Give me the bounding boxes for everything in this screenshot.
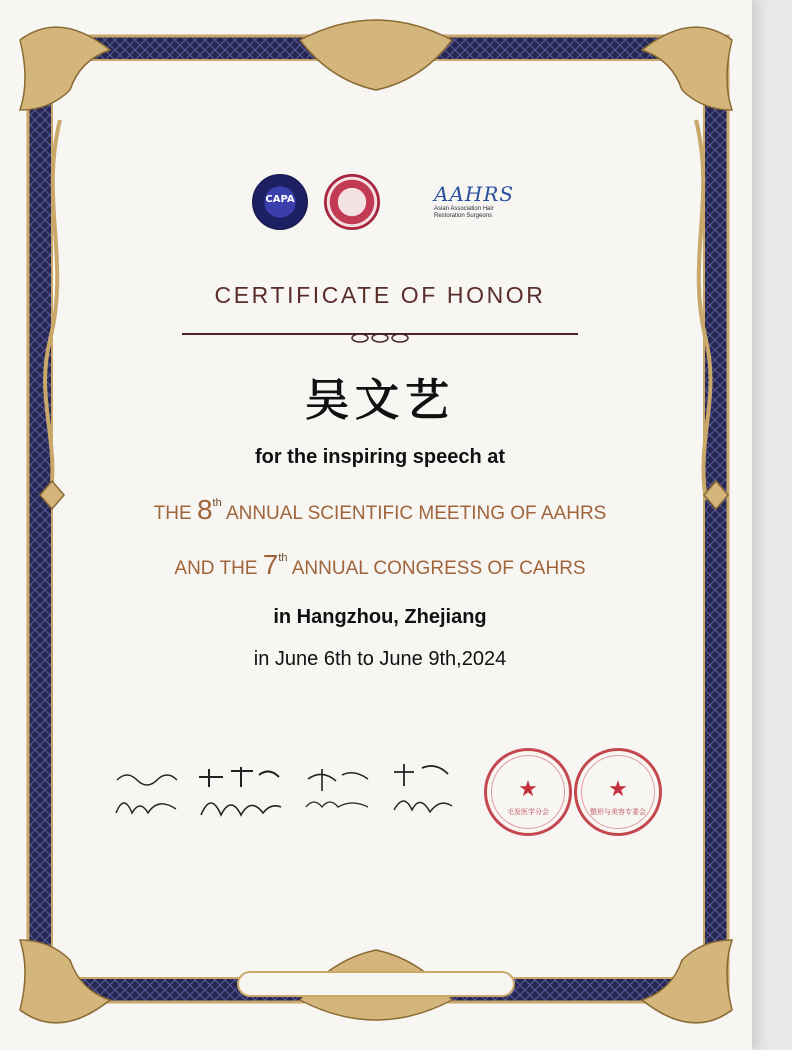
signature-4: [388, 760, 458, 832]
seal-2-label: 整形与美容专委会: [590, 808, 646, 816]
seal-2-star-icon: ★: [608, 777, 628, 802]
dates-text: in June 6th to June 9th,2024: [253, 648, 507, 670]
event-line-2-prefix: AND THE: [174, 558, 258, 579]
event-line-2: [120, 549, 640, 581]
signature-3: [302, 765, 377, 825]
capa-logo-text: CAPA: [265, 194, 295, 205]
event-line-1-suffix: ANNUAL SCIENTIFIC MEETING OF AAHRS: [225, 503, 607, 524]
event-line-2-suffix: ANNUAL CONGRESS OF CAHRS: [291, 558, 586, 579]
title-divider: [182, 333, 578, 335]
cahrs-logo: [324, 174, 380, 230]
signature-2: [195, 765, 285, 830]
seal-1: [484, 748, 572, 836]
seal-1-star-icon: ★: [518, 777, 538, 802]
event-line-2-number: 7: [262, 549, 279, 580]
signature-1: [112, 765, 182, 825]
event-line-1: [120, 494, 640, 526]
aahrs-subtitle: Asian Association Hair Restoration Surgeons: [434, 206, 494, 219]
recipient-name: 吴文艺: [305, 375, 455, 426]
seal-1-label: 毛发医学分会: [507, 808, 549, 816]
event-line-1-prefix: THE: [153, 503, 192, 524]
seal-2: [574, 748, 662, 836]
location-text: in Hangzhou, Zhejiang: [273, 606, 487, 628]
event-line-2-ordinal: th: [278, 551, 288, 564]
aahrs-wordmark: AAHRS: [434, 182, 515, 206]
sponsor-logos: [250, 168, 520, 230]
event-line-1-ordinal: th: [212, 496, 222, 509]
event-line-1-number: 8: [196, 494, 213, 525]
capa-logo: [252, 174, 308, 230]
certificate-title: CERTIFICATE OF HONOR: [214, 282, 546, 308]
citation-text: for the inspiring speech at: [254, 446, 506, 468]
aahrs-logo: [434, 182, 524, 220]
